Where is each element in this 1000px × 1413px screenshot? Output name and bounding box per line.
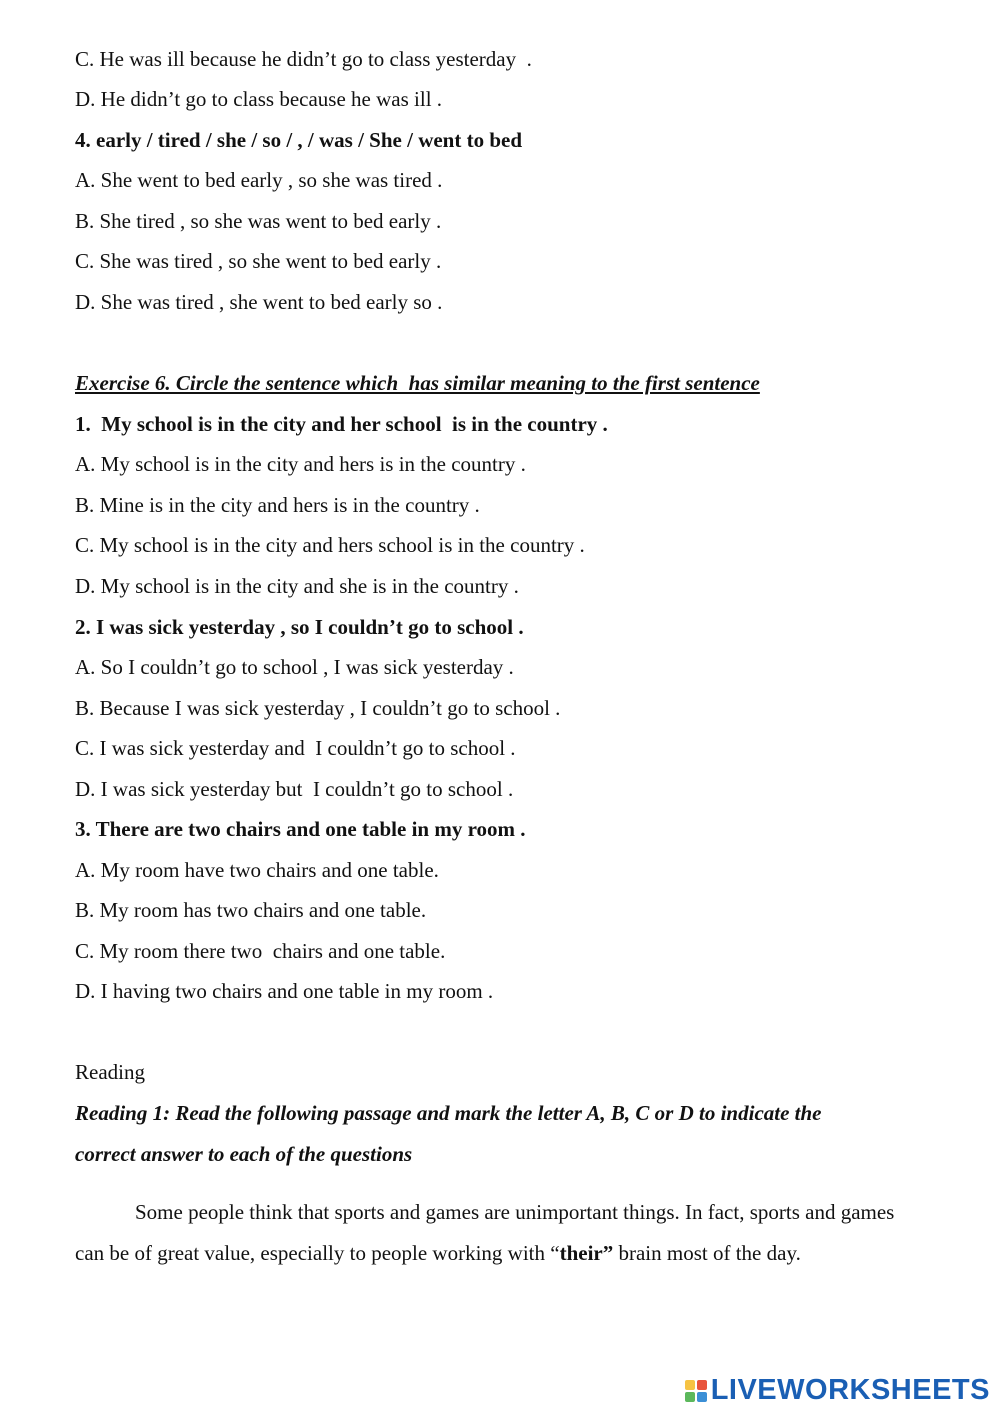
ex6-q1-prompt: 1. My school is in the city and her school is in the country . [75, 412, 608, 436]
exercise6-heading: Exercise 6. Circle the sentence which has similar meaning to the first sentence [75, 371, 760, 395]
ex6-q3-option-c[interactable]: C. My room there two chairs and one table. [75, 939, 446, 963]
liveworksheets-logo-icon [685, 1380, 707, 1402]
ex6-q3-option-b[interactable]: B. My room has two chairs and one table. [75, 898, 427, 922]
ex5-q4-option-d[interactable]: D. She was tired , she went to bed early so . [75, 290, 443, 314]
ex6-q2-prompt: 2. I was sick yesterday , so I couldn’t go to school . [75, 615, 524, 639]
reading-passage [75, 1192, 925, 1273]
reading-instruction-line2: correct answer to each of the questions [75, 1142, 413, 1166]
passage-bold-word: their” [559, 1240, 614, 1265]
ex5-q4-option-c[interactable]: C. She was tired , so she went to bed early . [75, 249, 442, 273]
ex6-q1-option-b[interactable]: B. Mine is in the city and hers is in the country . [75, 493, 480, 517]
ex5-q4-prompt: 4. early / tired / she / so / , / was / She / went to bed [75, 128, 523, 152]
ex6-q1-option-d[interactable]: D. My school is in the city and she is in the country . [75, 574, 519, 598]
ex6-q2-option-b[interactable]: B. Because I was sick yesterday , I couldn’t go to school . [75, 696, 561, 720]
ex5-q3-option-c[interactable]: C. He was ill because he didn’t go to class yesterday . [75, 47, 532, 71]
ex6-q1-option-a[interactable]: A. My school is in the city and hers is in the country . [75, 452, 526, 476]
passage-text-2: brain most of the day. [613, 1240, 801, 1265]
liveworksheets-logo [685, 1376, 990, 1405]
ex6-q3-option-a[interactable]: A. My room have two chairs and one table. [75, 858, 439, 882]
ex5-q4-option-a[interactable]: A. She went to bed early , so she was tired . [75, 168, 443, 192]
passage-text-1: Some people think that sports and games are unimportant things. In fact, sports and games can be of great value, especially to people working with “ [75, 1200, 895, 1265]
ex6-q3-option-d[interactable]: D. I having two chairs and one table in my room . [75, 979, 494, 1003]
liveworksheets-logo-text: LIVEWORKSHEETS [710, 1374, 990, 1406]
ex5-q4-option-b[interactable]: B. She tired , so she was went to bed early . [75, 209, 442, 233]
ex6-q2-option-c[interactable]: C. I was sick yesterday and I couldn’t go to school . [75, 736, 516, 760]
reading-section-label: Reading [75, 1060, 145, 1084]
ex6-q1-option-c[interactable]: C. My school is in the city and hers school is in the country . [75, 533, 585, 557]
ex6-q3-prompt: 3. There are two chairs and one table in my room . [75, 817, 526, 841]
ex6-q2-option-d[interactable]: D. I was sick yesterday but I couldn’t go to school . [75, 777, 514, 801]
ex5-q3-option-d[interactable]: D. He didn’t go to class because he was ill . [75, 87, 443, 111]
ex6-q2-option-a[interactable]: A. So I couldn’t go to school , I was sick yesterday . [75, 655, 514, 679]
reading-instruction-line1: Reading 1: Read the following passage and mark the letter A, B, C or D to indicate the [75, 1101, 822, 1125]
